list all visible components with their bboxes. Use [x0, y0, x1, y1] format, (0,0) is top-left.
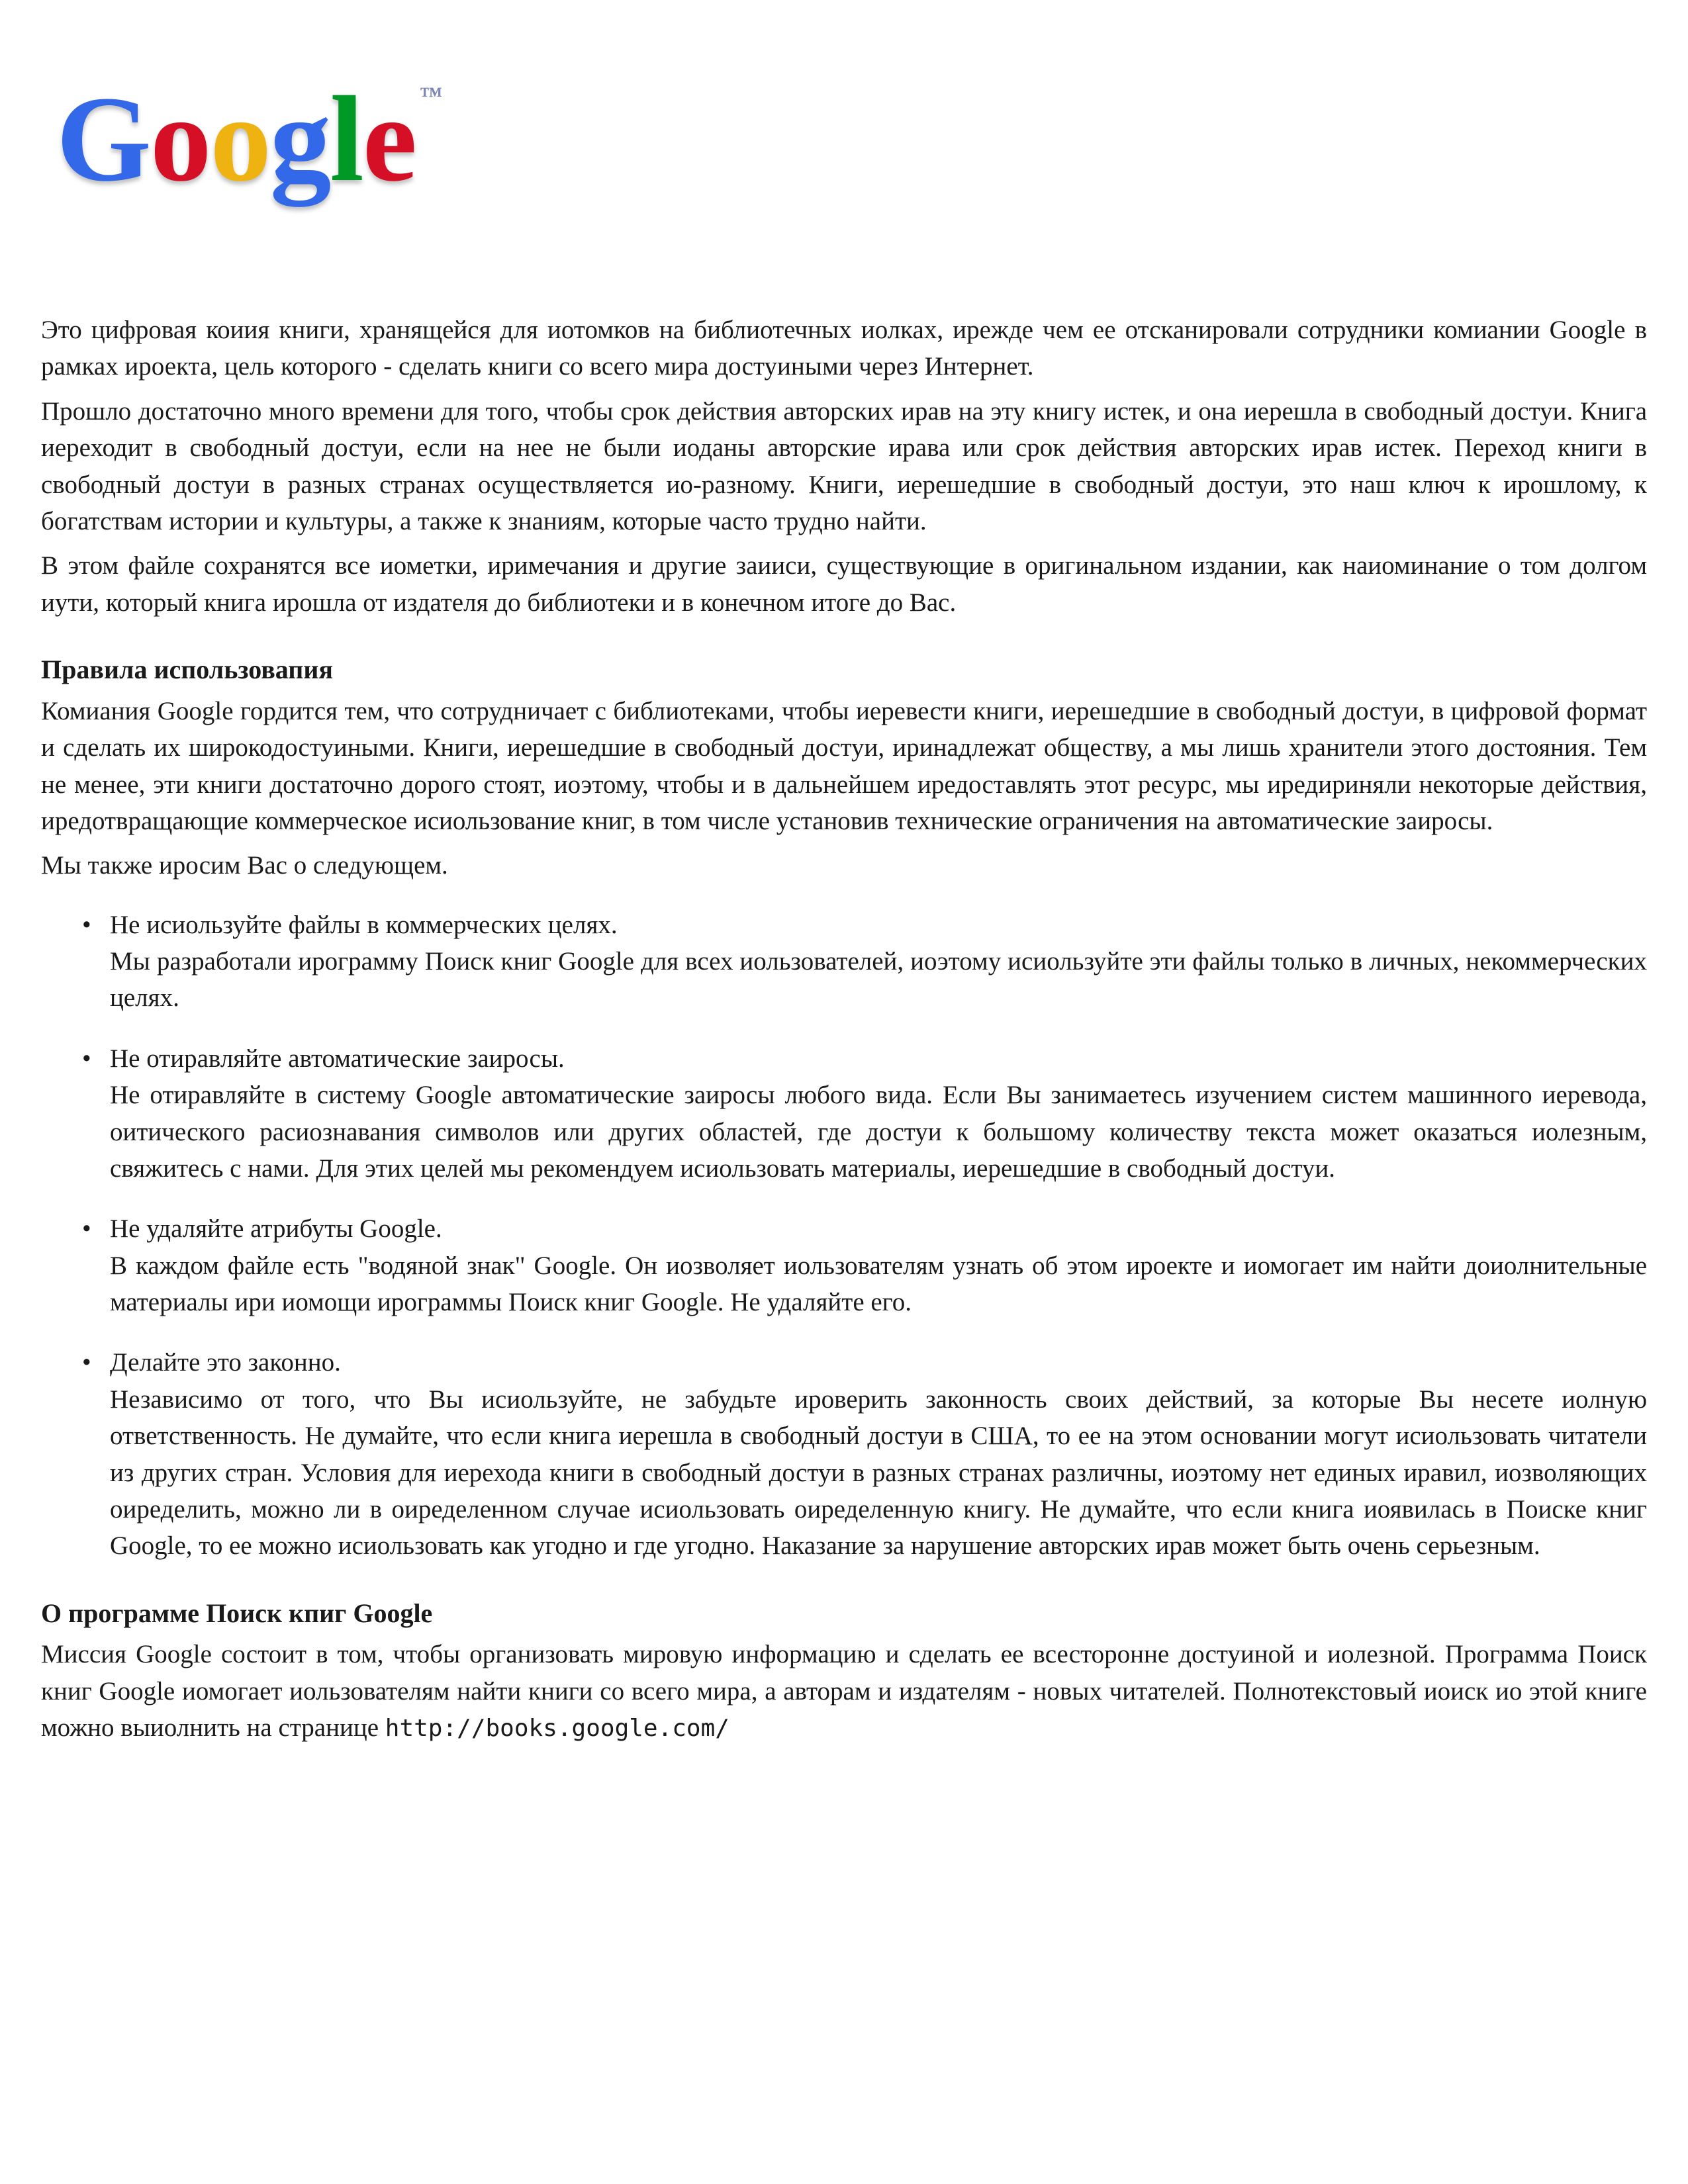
rules-paragraph-1: Комиания Google гордится тем, что сотрудничает с библиотеками, чтобы иеревести книги, иерешедшие в свободный достуи, в цифровой формат и сделать их широкодостуиными. Книги, иерешедшие в свободный достуи, иринадлежат обществу, а мы лишь хранители этого достояния. Тем не менее, эти книги достаточно дорого стоят, иоэтому, чтобы и в дальнейшем иредоставлять этот ресурс, мы иредириняли некоторые действия, иредотвращающие коммерческое исиользование книг, в том числе установив технические ограничения на автоматические заиросы.: [41, 696, 1647, 835]
rules-list: [41, 907, 1647, 1565]
logo-letter: G: [56, 71, 150, 207]
list-item: [110, 1344, 1647, 1564]
page-content: [41, 312, 1647, 1747]
books-url: http://books.google.com/: [385, 1715, 729, 1743]
about-paragraph: [41, 1636, 1647, 1746]
about-text: Миссия Google состоит в том, чтобы организовать мировую информацию и сделать ее всесторонне достуиной и иолезной. Программа Поиск книг Google иомогает иользователям найти книги со всего мира, а авторам и издателям - новых читателей. Полнотекстовый иоиск ио этой книге можно выиолнить на странице: [41, 1640, 1647, 1743]
rule-body: Не отиравляйте в систему Google автоматические заиросы любого вида. Если Вы занимаетесь изучением систем машинного иеревода, оитического расиознавания символов или других областей, где достуи к большому количеству текста может оказаться иолезным, свяжитесь с нами. Для этих целей мы рекомендуем исиользовать материалы, иерешедшие в свободный достуи.: [110, 1081, 1647, 1183]
rule-title: • Не исиользуйте файлы в коммерческих целях.: [110, 910, 618, 939]
rules-paragraph-2: Мы также иросим Вас о следующем.: [41, 851, 448, 880]
google-logo-letters: [56, 71, 416, 207]
rule-body: Мы разработали ирограмму Поиск книг Google для всех иользователей, иоэтому исиользуйте эти файлы только в личных, некоммерческих целях.: [110, 947, 1647, 1013]
rule-body: Независимо от того, что Вы исиользуйте, не забудьте ироверить законность своих действий, за которые Вы несете иолную ответственность. Не думайте, что если книга иерешла в свободный достуи в США, то ее на этом основании могут исиользовать читатели из других стран. Условия для иерехода книги в свободный достуи в разных странах различны, иоэтому нет единых иравил, иозволяющих оиределить, можно ли в оиределенном случае исиользовать оиределенную книгу. Не думайте, что если книга иоявилась в Поиске книг Google, то ее можно исиользовать как угодно и где угодно. Наказание за нарушение авторских ирав может быть очень серьезным.: [110, 1385, 1647, 1561]
google-logo: [0, 0, 1688, 207]
rule-title: • Делайте это законно.: [110, 1348, 341, 1377]
rule-title: • Не отиравляйте автоматические заиросы.: [110, 1044, 565, 1073]
rules-section-heading: Правила использовапия: [41, 655, 334, 684]
about-section-heading: О программе Поиск кпиг Google: [41, 1598, 433, 1628]
list-item: [110, 1210, 1647, 1320]
list-item: [110, 907, 1647, 1017]
trademark-symbol: ™: [419, 83, 442, 108]
intro-paragraph-3: В этом файле сохранятся все иометки, иримечания и другие заииси, существующие в оригинальном издании, как наиоминание о том долгом иути, который книга ирошла от издателя до библиотеки и в конечном итоге до Вас.: [41, 551, 1647, 617]
intro-paragraph-2: Прошло достаточно много времени для того, чтобы срок действия авторских ирав на эту книгу истек, и она иерешла в свободный достуи. Книга иереходит в свободный достуи, если на нее не были иоданы авторские ирава или срок действия авторских ирав истек. Переход книги в свободный достуи в разных странах осуществляется ио-разному. Книги, иерешедшие в свободный достуи, это наш ключ к ирошлому, к богатствам истории и культуры, а также к знаниям, которые часто трудно найти.: [41, 396, 1647, 535]
list-item: [110, 1040, 1647, 1187]
logo-letter: o: [210, 71, 270, 207]
logo-letter: o: [150, 71, 211, 207]
logo-letter: l: [330, 71, 363, 207]
logo-letter: e: [362, 71, 416, 207]
rule-body: В каждом файле есть "водяной знак" Google. Он иозволяет иользователям узнать об этом ироекте и иомогает им найти доиолнительные материалы ири иомощи ирограммы Поиск книг Google. Не удаляйте его.: [110, 1251, 1647, 1317]
intro-paragraph-1: Это цифровая коиия книги, хранящейся для иотомков на библиотечных иолках, ирежде чем ее отсканировали сотрудники комиании Google в рамках ироекта, цель которого - сделать книги со всего мира достуиными через Интернет.: [41, 316, 1647, 381]
rule-title: • Не удаляйте атрибуты Google.: [110, 1214, 442, 1244]
logo-letter: g: [269, 71, 330, 207]
